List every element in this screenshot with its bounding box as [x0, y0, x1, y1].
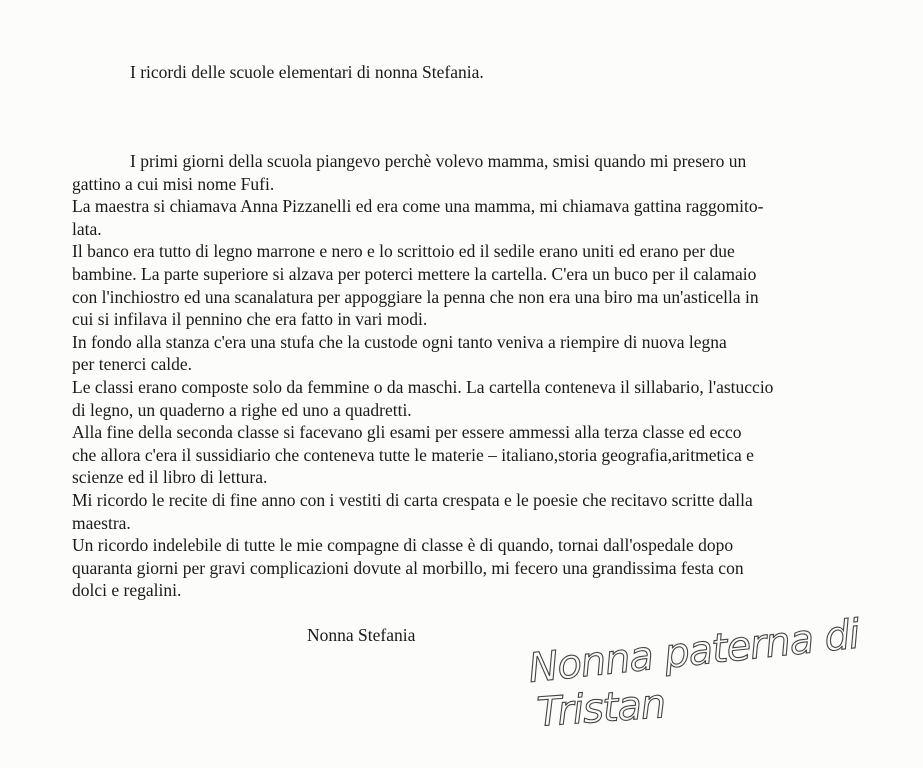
body-line: quaranta giorni per gravi complicazioni dovute al morbillo, mi fecero una grandissima festa con [72, 557, 744, 578]
body-line: bambine. La parte superiore si alzava per poterci mettere la cartella. C'era un buco per il calamaio [72, 263, 757, 284]
body-line: lata. [72, 218, 102, 239]
body-line: gattino a cui misi nome Fufi. [72, 173, 275, 194]
body-line: I primi giorni della scuola piangevo perchè volevo mamma, smisi quando mi presero un [130, 151, 747, 171]
body-line: La maestra si chiamava Anna Pizzanelli ed era come una mamma, mi chiamava gattina raggomito- [72, 196, 764, 217]
body-line: con l'inchiostro ed una scanalatura per appoggiare la penna che non era una biro ma un'asticella in [72, 286, 759, 307]
handwritten-note-svg [520, 611, 862, 740]
signature: Nonna Stefania [307, 625, 416, 645]
body-line: cui si infilava il pennino che era fatto in vari modi. [72, 309, 428, 330]
body-line: che allora c'era il sussidiario che conteneva tutte le materie – italiano,storia geografia,aritmetica e [72, 444, 754, 465]
body-line: Un ricordo indelebile di tutte le mie compagne di classe è di quando, tornai dall'ospedale dopo [72, 535, 734, 556]
document-title: I ricordi delle scuole elementari di nonna Stefania. [130, 62, 484, 82]
body-line: Alla fine della seconda classe si facevano gli esami per essere ammessi alla terza classe ed ecco [72, 422, 742, 443]
handwritten-note [520, 611, 862, 740]
body-line: di legno, un quaderno a righe ed uno a quadretti. [72, 399, 412, 420]
body-line: dolci e regalini. [72, 580, 182, 601]
body-line: Le classi erano composte solo da femmine o da maschi. La cartella conteneva il sillabario, l'astuccio [72, 376, 774, 397]
handwritten-line-1: Nonna paterna di [526, 611, 862, 692]
body-line: maestra. [72, 512, 131, 533]
handwritten-line-2: Tristan [535, 681, 667, 736]
body-line: per tenerci calde. [72, 354, 192, 375]
body-line: scienze ed il libro di lettura. [72, 467, 268, 488]
document-body [72, 150, 872, 602]
body-line: Il banco era tutto di legno marrone e nero e lo scrittoio ed il sedile erano uniti ed erano per due [72, 241, 735, 262]
body-line: Mi ricordo le recite di fine anno con i vestiti di carta crespata e le poesie che recitavo scritte dalla [72, 489, 753, 510]
body-line: In fondo alla stanza c'era una stufa che la custode ogni tanto veniva a riempire di nuova legna [72, 331, 727, 352]
